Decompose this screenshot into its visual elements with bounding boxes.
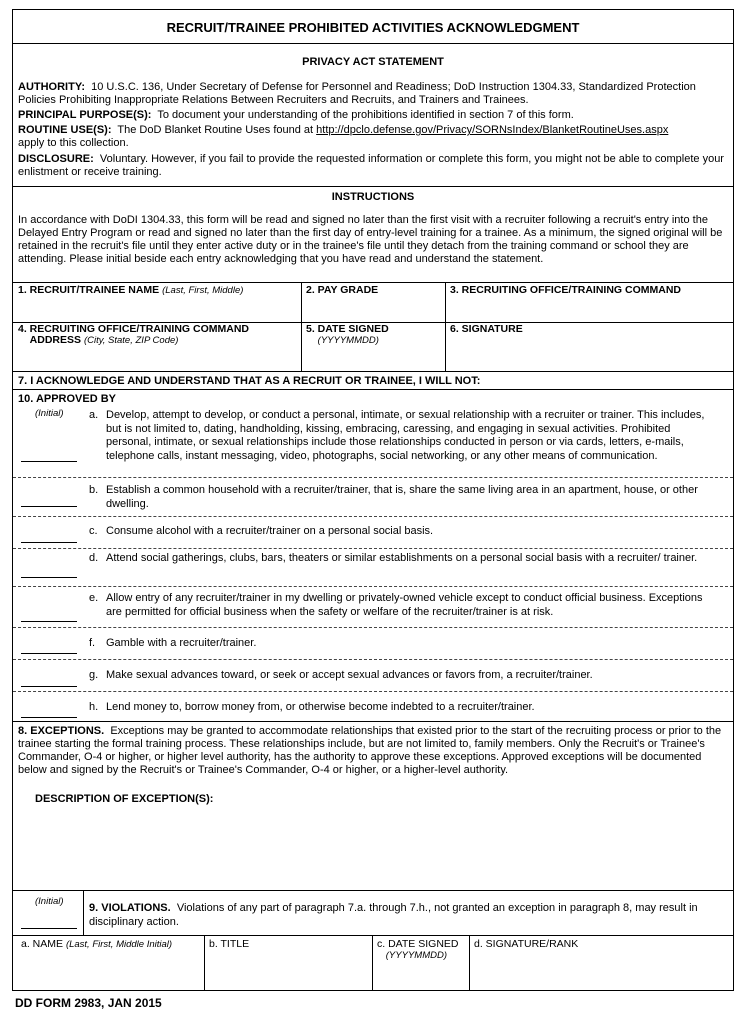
instructions-heading: INSTRUCTIONS — [331, 191, 415, 203]
list-item: c. Consume alcohol with a recruiter/trainer on a personal social basis. — [89, 525, 434, 537]
initial-blank-violations[interactable] — [21, 928, 77, 929]
exceptions-description-label: DESCRIPTION OF EXCEPTION(S): — [35, 793, 214, 805]
list-item: d. Attend social gatherings, clubs, bars, theaters or similar establishments on a personal social basis with a recruiter/ trainer. — [89, 552, 698, 564]
initial-blank-b[interactable] — [21, 506, 77, 507]
approver-name-label: a. NAME (Last, First, Middle Initial) — [21, 938, 173, 950]
initial-label: (Initial) — [35, 896, 64, 907]
list-item: e. Allow entry of any recruiter/trainer in my dwelling or privately-owned vehicle except to conduct official business. Exceptions are permitted for official business when the safety or welfare of the recruiter/trainer is at risk. — [89, 592, 703, 618]
exceptions-paragraph: 8. EXCEPTIONS. Exceptions may be granted to accommodate relationships that existed prior to the start of the recruiting process or prior to the trainee starting the formal training process. These relationships include, but are not limited to, family members. Only the Recruit's or Trainee's Commander, O-4 or higher, or higher level authority, has the authority to approve these exceptions. Approved exceptions will be documented below and signed by the Recruit's or Trainee's Commander, O-4 or higher, or a higher-level authority. — [18, 725, 722, 776]
initial-blank-g[interactable] — [21, 686, 77, 687]
form-title: RECRUIT/TRAINEE PROHIBITED ACTIVITIES ACKNOWLEDGMENT — [166, 20, 580, 35]
date-signed-label: 5. DATE SIGNED (YYYYMMDD) — [306, 323, 389, 346]
routine-uses-link[interactable]: http://dpclo.defense.gov/Privacy/SORNsIndex/BlanketRoutineUses.aspx — [316, 124, 669, 136]
routine-paragraph: ROUTINE USE(S): The DoD Blanket Routine Uses found at http://dpclo.defense.gov/Privacy/SORNsIndex/BlanketRoutineUses.aspx apply to this collection. — [18, 124, 669, 149]
initial-blank-h[interactable] — [21, 717, 77, 718]
initial-label: (Initial) — [35, 408, 64, 419]
form-footer: DD FORM 2983, JAN 2015 — [15, 996, 162, 1010]
form-frame — [12, 9, 734, 991]
section10-heading: 10. APPROVED BY — [18, 393, 117, 405]
recruit-name-label: 1. RECRUIT/TRAINEE NAME (Last, First, Middle) — [18, 284, 244, 296]
list-item: g. Make sexual advances toward, or seek or accept sexual advances or favors from, a recruiter/trainer. — [89, 669, 593, 681]
exceptions-description-field[interactable] — [33, 810, 723, 888]
purpose-paragraph: PRINCIPAL PURPOSE(S): To document your understanding of the prohibitions identified in section 7 of this form. — [18, 109, 574, 121]
signature-label: 6. SIGNATURE — [450, 323, 523, 335]
list-item: f. Gamble with a recruiter/trainer. — [89, 637, 257, 649]
pay-grade-label: 2. PAY GRADE — [306, 284, 379, 296]
list-item: a. Develop, attempt to develop, or conduct a personal, intimate, or sexual relationship with a recruiter or trainer. This includes, but is not limited to, dating, handholding, kissing, embracing, caressing, and engaging in sexual activities. Prohibited personal, intimate, or sexual relationships include those relationships conducted in person or via cards, letters, e-mails, telephone calls, instant messaging, video, photographs, social networking, or any other means of communication. — [89, 409, 705, 462]
list-item: b. Establish a common household with a recruiter/trainer, that is, share the same living area in an apartment, house, or other dwelling. — [89, 484, 698, 510]
approver-title-label: b. TITLE — [209, 938, 250, 950]
initial-blank-e[interactable] — [21, 621, 77, 622]
violations-paragraph: 9. VIOLATIONS. Violations of any part of paragraph 7.a. through 7.h., not granted an exception in paragraph 8, may result in disciplinary action. — [89, 902, 698, 928]
initial-blank-f[interactable] — [21, 653, 77, 654]
section7-heading: 7. I ACKNOWLEDGE AND UNDERSTAND THAT AS A RECRUIT OR TRAINEE, I WILL NOT: — [18, 375, 481, 387]
instructions-text: In accordance with DoDI 1304.33, this form will be read and signed no later than the first visit with a recruiter following a recruit's entry into the Delayed Entry Program or read and signed no later than the first day of entry-level training for a trainee. As a minimum, the signed original will be retained in the recruit's file until they enter active duty or in the trainee's file until they detach from the training command or school they are attending. Please initial beside each entry acknowledging that you have read and understand the statement. — [18, 214, 723, 265]
office-label: 3. RECRUITING OFFICE/TRAINING COMMAND — [450, 284, 681, 296]
initial-blank-a[interactable] — [21, 461, 77, 462]
office-address-label: 4. RECRUITING OFFICE/TRAINING COMMAND ADDRESS (City, State, ZIP Code) — [18, 323, 249, 346]
authority-paragraph: AUTHORITY: 10 U.S.C. 136, Under Secretary of Defense for Personnel and Readiness; DoD Instruction 1304.33, Standardized Protection Policies Prohibiting Inappropriate Relations Between Recruiters and Recruits, and Trainers and Trainees. — [18, 81, 696, 106]
privacy-heading: PRIVACY ACT STATEMENT — [302, 56, 444, 68]
initial-blank-d[interactable] — [21, 577, 77, 578]
list-item: h. Lend money to, borrow money from, or otherwise become indebted to a recruiter/trainer. — [89, 701, 535, 713]
approver-date-label: c. DATE SIGNED (YYYYMMDD) — [377, 938, 459, 961]
initial-blank-c[interactable] — [21, 542, 77, 543]
disclosure-paragraph: DISCLOSURE: Voluntary. However, if you fail to provide the requested information or complete this form, you might not be able to complete your enlistment or receive training. — [18, 153, 724, 178]
approver-signature-label: d. SIGNATURE/RANK — [474, 938, 579, 950]
